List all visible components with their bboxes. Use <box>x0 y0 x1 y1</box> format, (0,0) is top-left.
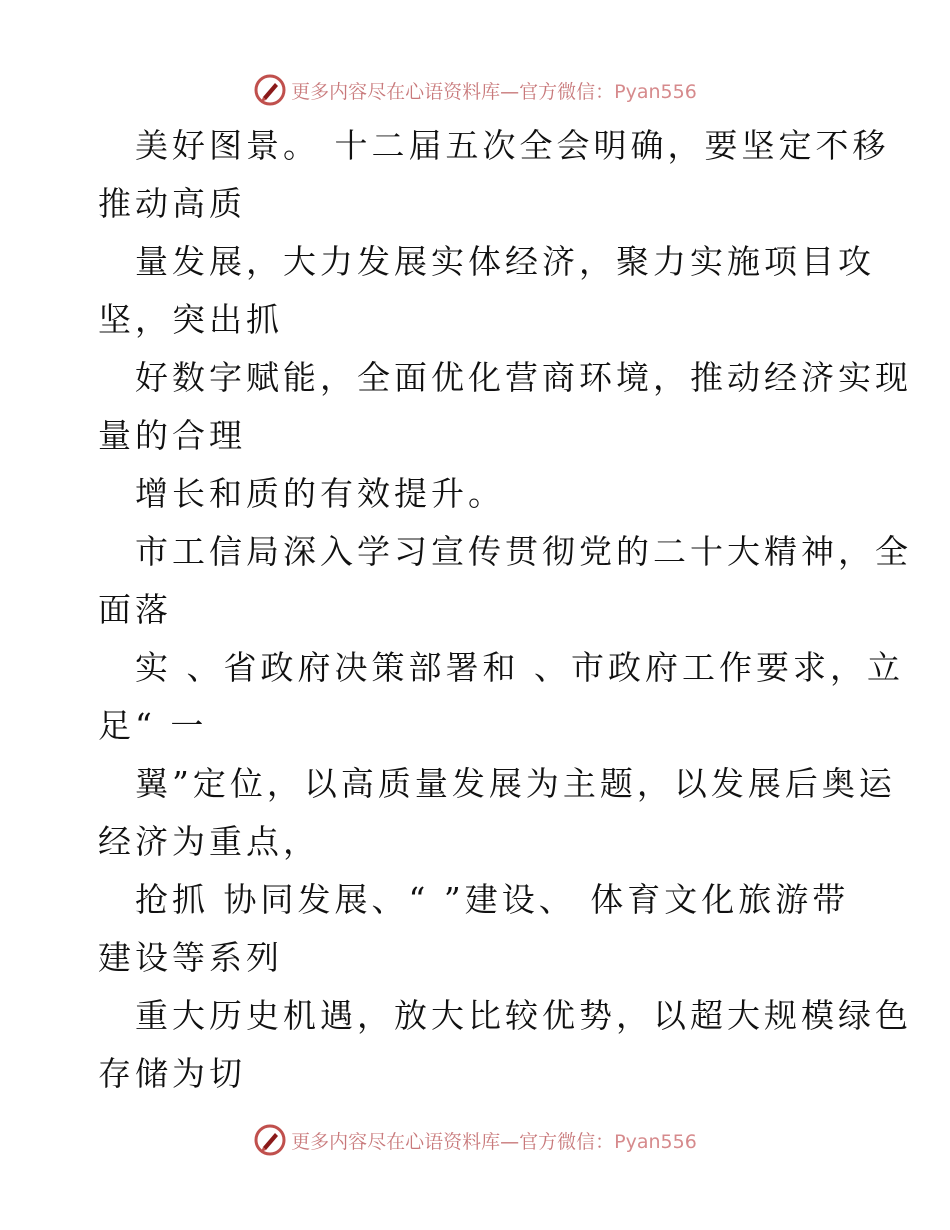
text-line: 市工信局深入学习宣传贯彻党的二十大精神，全 <box>135 532 912 571</box>
text-line: 面落 <box>98 590 172 629</box>
text-line: 翼”定位，以高质量发展为主题，以发展后奥运 <box>135 764 896 803</box>
text-line: 实 、省政府决策部署和 、市政府工作要求，立 <box>135 648 904 687</box>
pen-logo-icon <box>253 1123 287 1157</box>
watermark-text: 更多内容尽在心语资料库—官方微信：Pyan556 <box>291 80 697 103</box>
watermark-handle: Pyan556 <box>614 80 697 103</box>
text-line: 存储为切 <box>98 1054 246 1093</box>
text-line: 量发展，大力发展实体经济，聚力实施项目攻 <box>135 242 875 281</box>
watermark-handle: Pyan556 <box>614 1130 697 1153</box>
text-line: 经济为重点， <box>98 822 320 861</box>
text-line: 量的合理 <box>98 416 246 455</box>
header-watermark <box>0 70 950 110</box>
text-line: 推动高质 <box>98 184 246 223</box>
text-line: 增长和质的有效提升。 <box>135 474 505 513</box>
text-line: 足“ 一 <box>98 706 208 745</box>
text-line: 建设等系列 <box>98 938 283 977</box>
text-line: 坚，突出抓 <box>98 300 283 339</box>
text-line: 抢抓 协同发展、“ ”建设、 体育文化旅游带 <box>135 880 850 919</box>
footer-watermark <box>0 1120 950 1160</box>
pen-logo-icon <box>253 73 287 107</box>
text-line: 重大历史机遇，放大比较优势，以超大规模绿色 <box>135 996 912 1035</box>
watermark-text: 更多内容尽在心语资料库—官方微信：Pyan556 <box>291 1130 697 1153</box>
text-line: 好数字赋能，全面优化营商环境，推动经济实现 <box>135 358 912 397</box>
text-line: 美好图景。 十二届五次全会明确，要坚定不移 <box>135 126 890 165</box>
